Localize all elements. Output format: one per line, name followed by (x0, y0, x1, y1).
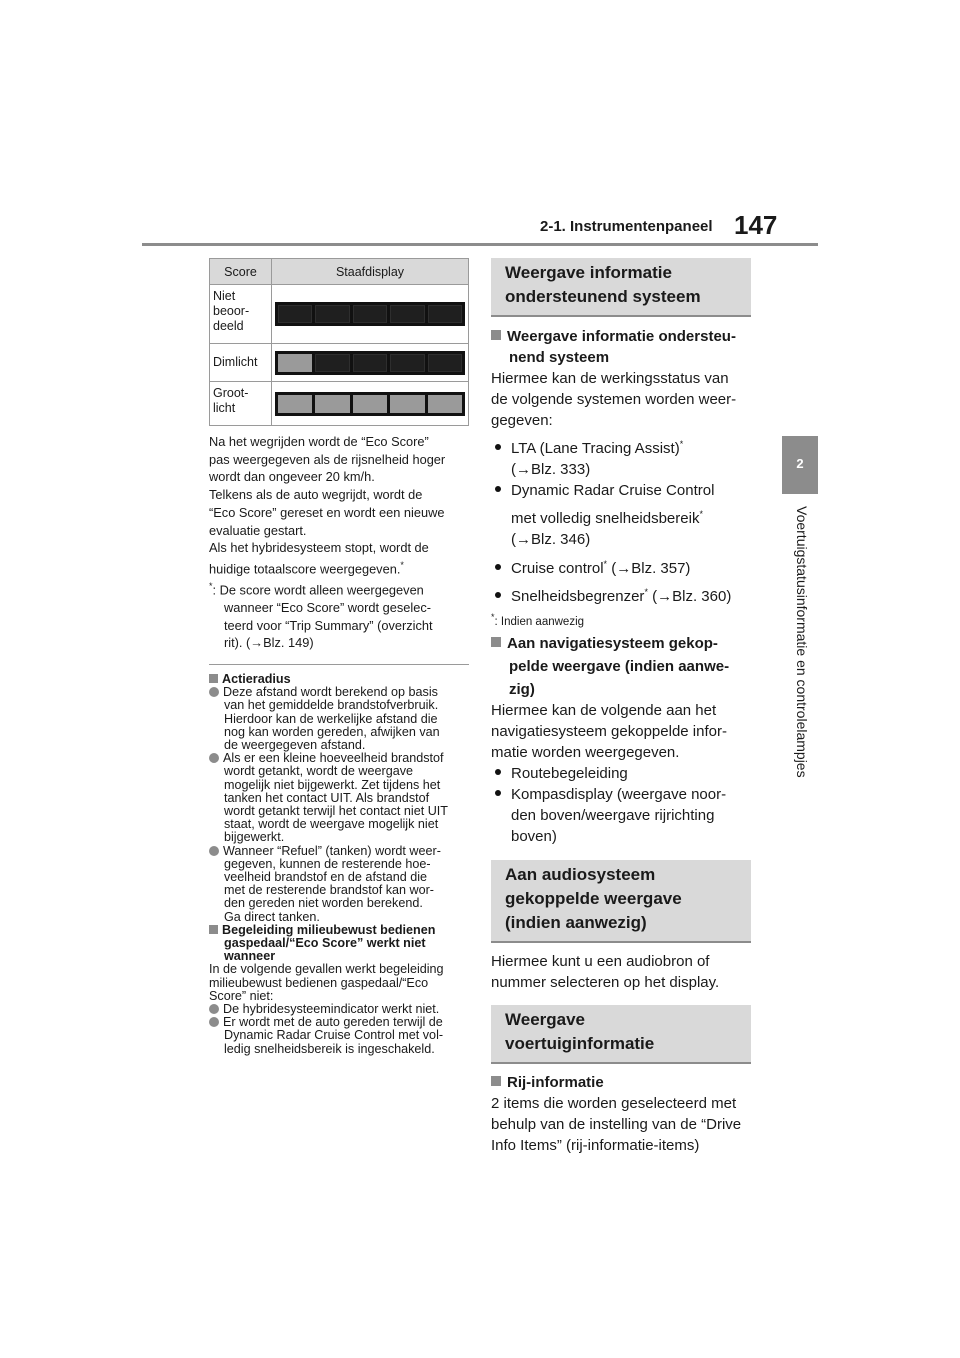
eco-score-note: Na het wegrijden wordt de “Eco Score” pas weergegeven als de rijsnelheid hoger wordt dan ongeveer 20 km/h. Telkens als de auto wegrijdt, wordt de “Eco Score” gereset en wordt een nieuwe evaluatie gestart. Als het hybridesysteem stopt, wordt de huidige totaalscore weergegeven.* (209, 434, 446, 577)
circle-bullet-icon (209, 846, 219, 856)
score-bar (275, 351, 465, 375)
bar-segment (278, 305, 312, 323)
section-divider (209, 664, 469, 665)
bullet-icon (495, 486, 501, 492)
bullet-icon (495, 564, 501, 570)
chapter-tab: 2 (782, 436, 818, 494)
bar-segment (353, 395, 387, 413)
section-title: 2-1. Instrumentenpaneel (540, 218, 713, 235)
score-table (209, 258, 469, 426)
chapter-label: Voertuigstatusinformatie en controlelampjes (794, 506, 810, 778)
score-bar (275, 302, 465, 326)
heading-vehicle-info: Weergave voertuiginformatie (491, 1005, 751, 1064)
right-column: Weergave informatie ondersteunend systeem Weergave informatie ondersteu- nend systeem Hiermee kan de werkingsstatus van de volgende systemen worden weer- gegeven: LTA (Lane Tracing Assist)* (→Blz. 333) Dynamic Radar Cruise Control met volledig snelheidsbereik* (→Blz. 346) Cruise control* (→Blz. 357) Snelheidsbegrenzer* (→Blz. 360) *: Indien aanwezig Aan navigatiesysteem gekop- pelde weergave (indien aanwe- zig) Hiermee kan de volgende aan het navigatiesysteem gekoppelde infor- matie worden weergegeven. Routebegeleiding Kompasdisplay (weergave noor- den boven/weergave rijrichting boven) Aan audiosysteem gekoppelde weergave (indien aanwezig) Hiermee kunt u een audiobron of nummer selecteren op het display. Weergave voertuiginformatie Rij-informatie 2 items die worden geselecteerd met behulp van de instelling van de “Drive Info Items” (rij-informatie-items) (491, 258, 751, 1156)
bar-segment (390, 305, 424, 323)
square-bullet-icon (491, 637, 501, 647)
header-rule (142, 243, 818, 246)
square-bullet-icon (209, 674, 218, 683)
bar-segment (315, 395, 349, 413)
bar-segment (428, 305, 462, 323)
circle-bullet-icon (209, 753, 219, 763)
bar-segment (353, 354, 387, 372)
bar-segment (390, 354, 424, 372)
square-bullet-icon (491, 1076, 501, 1086)
heading-audio-display: Aan audiosysteem gekoppelde weergave (indien aanwezig) (491, 860, 751, 943)
bar-segment (428, 354, 462, 372)
bar-segment (390, 395, 424, 413)
bullet-icon (495, 790, 501, 796)
bar-segment (278, 395, 312, 413)
square-bullet-icon (209, 925, 218, 934)
score-header: Score (210, 259, 272, 285)
square-bullet-icon (491, 330, 501, 340)
bullet-icon (495, 769, 501, 775)
bar-segment (278, 354, 312, 372)
score-label-grootlicht: Groot- licht (210, 382, 272, 426)
score-label-dimlicht: Dimlicht (210, 344, 272, 382)
score-footnote: *: De score wordt alleen weergegeven wanneer “Eco Score” wordt geselec- teerd voor “Trip Summary” (overzicht rit). (→Blz. 149) (209, 580, 433, 651)
bar-display-header: Staafdisplay (272, 259, 469, 285)
circle-bullet-icon (209, 1017, 219, 1027)
bar-segment (353, 305, 387, 323)
score-bar (275, 392, 465, 416)
bar-segment (428, 395, 462, 413)
circle-bullet-icon (209, 1004, 219, 1014)
left-column (209, 258, 469, 1056)
bullet-icon (495, 444, 501, 450)
bullet-icon (495, 592, 501, 598)
bar-segment (315, 305, 349, 323)
range-section: Actieradius Deze afstand wordt berekend op basis van het gemiddelde brandstofverbruik. Hierdoor kan de werkelijke afstand die nog kan worden gereden, afwijken van de weergegeven afstand. Als er een kleine hoeveelheid brandstof wordt getankt, wordt de weergave mogelijk niet bijgewerkt. Zet tijdens het tanken het contact UIT. Als brandstof wordt getankt terwijl het contact niet UIT staat, wordt de weergave mogelijk niet bijgewerkt. Wanneer “Refuel” (tanken) wordt weer- gegeven, kunnen de resterende hoe- veelheid brandstof en de afstand die met de resterende brandstof kan wor- den gereden niet worden berekend. Ga direct tanken. Begeleiding milieubewust bedienen gaspedaal/“Eco Score” werkt niet wanneer In de volgende gevallen werkt begeleiding milieubewust bedienen gaspedaal/“Eco Score” niet: De hybridesysteemindicator werkt niet. Er wordt met de auto gereden terwijl de Dynamic Radar Cruise Control met vol- ledig snelheidsbereik is ingeschakeld. (209, 671, 448, 1056)
page-number: 147 (734, 210, 778, 240)
bar-segment (315, 354, 349, 372)
circle-bullet-icon (209, 687, 219, 697)
heading-assist-info: Weergave informatie ondersteunend systeem (491, 258, 751, 317)
score-label-not-rated: Niet beoor- deeld (210, 285, 272, 344)
